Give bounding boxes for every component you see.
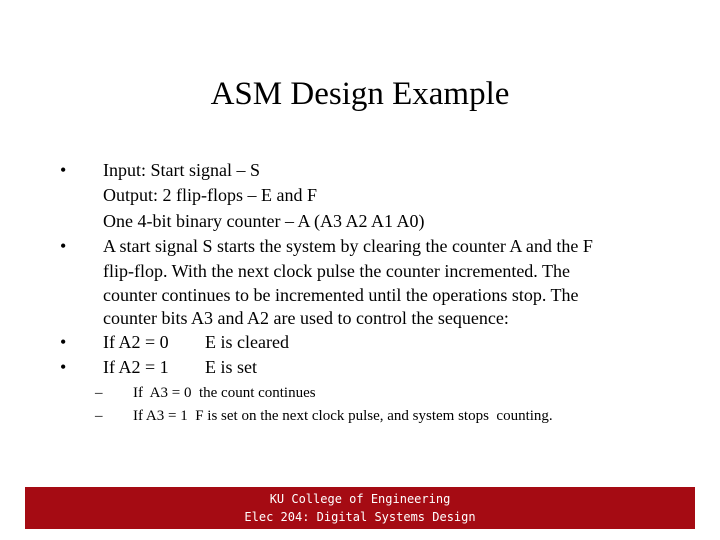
body-line-input: Input: Start signal – S xyxy=(103,160,260,180)
body-line-counter: One 4-bit binary counter – A (A3 A2 A1 A0) xyxy=(103,211,425,231)
bullet-marker: • xyxy=(60,236,67,256)
bullet-marker: • xyxy=(60,332,67,352)
condition-a2-1: If A2 = 1 xyxy=(103,357,169,377)
sub-item-a3-1: If A3 = 1 F is set on the next clock pulse, and system stops counting. xyxy=(133,408,553,424)
sub-dash-marker: – xyxy=(95,385,103,401)
footer-course: Elec 204: Digital Systems Design xyxy=(244,510,476,524)
slide-title: ASM Design Example xyxy=(210,76,510,112)
body-line-description: A start signal S starts the system by clearing the counter A and the F xyxy=(103,236,593,256)
condition-a2-0: If A2 = 0 xyxy=(103,332,169,352)
footer-college: KU College of Engineering xyxy=(269,492,451,506)
bullet-marker: • xyxy=(60,357,67,377)
sub-dash-marker: – xyxy=(95,408,103,424)
body-line-output: Output: 2 flip-flops – E and F xyxy=(103,185,317,205)
sub-item-a3-0: If A3 = 0 the count continues xyxy=(133,385,316,401)
body-line-description: counter bits A3 and A2 are used to control the sequence: xyxy=(103,308,509,328)
slide-footer xyxy=(25,487,695,529)
result-e-cleared: E is cleared xyxy=(205,332,289,352)
body-line-description: flip-flop. With the next clock pulse the counter incremented. The xyxy=(103,261,570,281)
body-line-description: counter continues to be incremented until the operations stop. The xyxy=(103,285,579,305)
bullet-marker: • xyxy=(60,160,67,180)
result-e-set: E is set xyxy=(205,357,257,377)
